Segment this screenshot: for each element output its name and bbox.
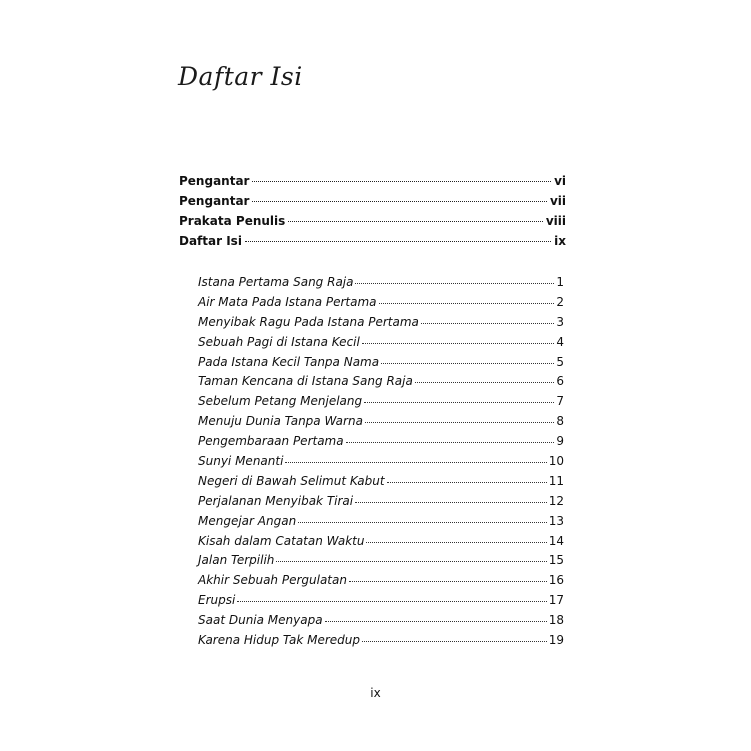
chapter-entry xyxy=(198,494,564,514)
chapter-entry xyxy=(198,593,564,613)
dot-leader xyxy=(245,241,551,242)
front-matter-list xyxy=(179,174,566,254)
toc-entry-page: vii xyxy=(549,194,566,208)
dot-leader xyxy=(381,363,554,364)
chapter-entry xyxy=(198,434,564,454)
chapter-entry xyxy=(198,355,564,375)
chapter-label: Negeri di Bawah Selimut Kabut xyxy=(198,473,385,488)
chapter-page: 6 xyxy=(556,374,564,389)
chapter-label: Sebelum Petang Menjelang xyxy=(198,394,363,409)
chapter-entry xyxy=(198,514,564,534)
chapter-label: Akhir Sebuah Pergulatan xyxy=(198,573,347,588)
dot-leader xyxy=(364,402,554,403)
chapter-label: Sunyi Menanti xyxy=(198,454,284,469)
toc-entry xyxy=(179,234,566,254)
chapter-page: 14 xyxy=(548,533,564,548)
dot-leader xyxy=(349,581,547,582)
chapter-label: Saat Dunia Menyapa xyxy=(198,613,323,628)
chapter-list xyxy=(198,275,564,653)
chapter-page: 18 xyxy=(548,613,564,628)
chapter-entry xyxy=(198,534,564,554)
dot-leader xyxy=(362,641,547,642)
chapter-page: 15 xyxy=(548,553,564,568)
chapter-entry xyxy=(198,275,564,295)
toc-entry-label: Pengantar xyxy=(179,174,250,188)
toc-entry-page: viii xyxy=(545,214,566,228)
chapter-page: 2 xyxy=(556,294,564,309)
chapter-label: Jalan Terpilih xyxy=(198,553,275,568)
chapter-page: 3 xyxy=(556,314,564,329)
dot-leader xyxy=(421,323,554,324)
dot-leader xyxy=(355,283,554,284)
chapter-label: Mengejar Angan xyxy=(198,513,297,528)
chapter-entry xyxy=(198,613,564,633)
page-title: Daftar Isi xyxy=(178,62,303,91)
chapter-page: 9 xyxy=(556,434,564,449)
dot-leader xyxy=(415,382,555,383)
dot-leader xyxy=(379,303,555,304)
chapter-page: 19 xyxy=(548,633,564,648)
chapter-label: Menyibak Ragu Pada Istana Pertama xyxy=(198,314,419,329)
chapter-label: Pengembaraan Pertama xyxy=(198,434,344,449)
chapter-page: 16 xyxy=(548,573,564,588)
chapter-label: Pada Istana Kecil Tanpa Nama xyxy=(198,354,380,369)
chapter-page: 7 xyxy=(556,394,564,409)
dot-leader xyxy=(365,422,554,423)
toc-entry xyxy=(179,174,566,194)
chapter-entry xyxy=(198,374,564,394)
dot-leader xyxy=(237,601,546,602)
chapter-entry xyxy=(198,315,564,335)
dot-leader xyxy=(288,221,543,222)
dot-leader xyxy=(325,621,547,622)
chapter-page: 11 xyxy=(548,473,564,488)
chapter-label: Air Mata Pada Istana Pertama xyxy=(198,294,377,309)
chapter-page: 4 xyxy=(556,334,564,349)
chapter-page: 17 xyxy=(548,593,564,608)
chapter-entry xyxy=(198,454,564,474)
chapter-entry xyxy=(198,633,564,653)
chapter-label: Erupsi xyxy=(198,593,236,608)
page-number: ix xyxy=(370,686,381,700)
dot-leader xyxy=(346,442,555,443)
chapter-page: 10 xyxy=(548,454,564,469)
toc-entry xyxy=(179,194,566,214)
chapter-entry xyxy=(198,573,564,593)
chapter-label: Menuju Dunia Tanpa Warna xyxy=(198,414,363,429)
chapter-entry xyxy=(198,474,564,494)
chapter-entry xyxy=(198,295,564,315)
dot-leader xyxy=(298,522,547,523)
toc-entry-page: vi xyxy=(554,174,566,188)
chapter-entry xyxy=(198,335,564,355)
dot-leader xyxy=(362,343,555,344)
dot-leader xyxy=(276,561,546,562)
toc-entry-label: Pengantar xyxy=(179,194,250,208)
dot-leader xyxy=(366,542,546,543)
chapter-label: Istana Pertama Sang Raja xyxy=(198,275,354,289)
toc-entry-label: Daftar Isi xyxy=(179,234,242,248)
toc-entry xyxy=(179,214,566,234)
chapter-page: 12 xyxy=(548,493,564,508)
toc-entry-page: ix xyxy=(554,234,566,248)
dot-leader xyxy=(252,201,546,202)
chapter-label: Sebuah Pagi di Istana Kecil xyxy=(198,334,360,349)
chapter-label: Taman Kencana di Istana Sang Raja xyxy=(198,374,413,389)
chapter-entry xyxy=(198,553,564,573)
chapter-entry xyxy=(198,394,564,414)
chapter-page: 1 xyxy=(556,275,564,289)
chapter-label: Perjalanan Menyibak Tirai xyxy=(198,493,354,508)
chapter-label: Kisah dalam Catatan Waktu xyxy=(198,533,365,548)
chapter-page: 5 xyxy=(556,354,564,369)
chapter-entry xyxy=(198,414,564,434)
chapter-page: 8 xyxy=(556,414,564,429)
toc-entry-label: Prakata Penulis xyxy=(179,214,286,228)
dot-leader xyxy=(387,482,547,483)
dot-leader xyxy=(252,181,551,182)
dot-leader xyxy=(355,502,547,503)
chapter-label: Karena Hidup Tak Meredup xyxy=(198,633,360,648)
dot-leader xyxy=(285,462,546,463)
chapter-page: 13 xyxy=(548,513,564,528)
